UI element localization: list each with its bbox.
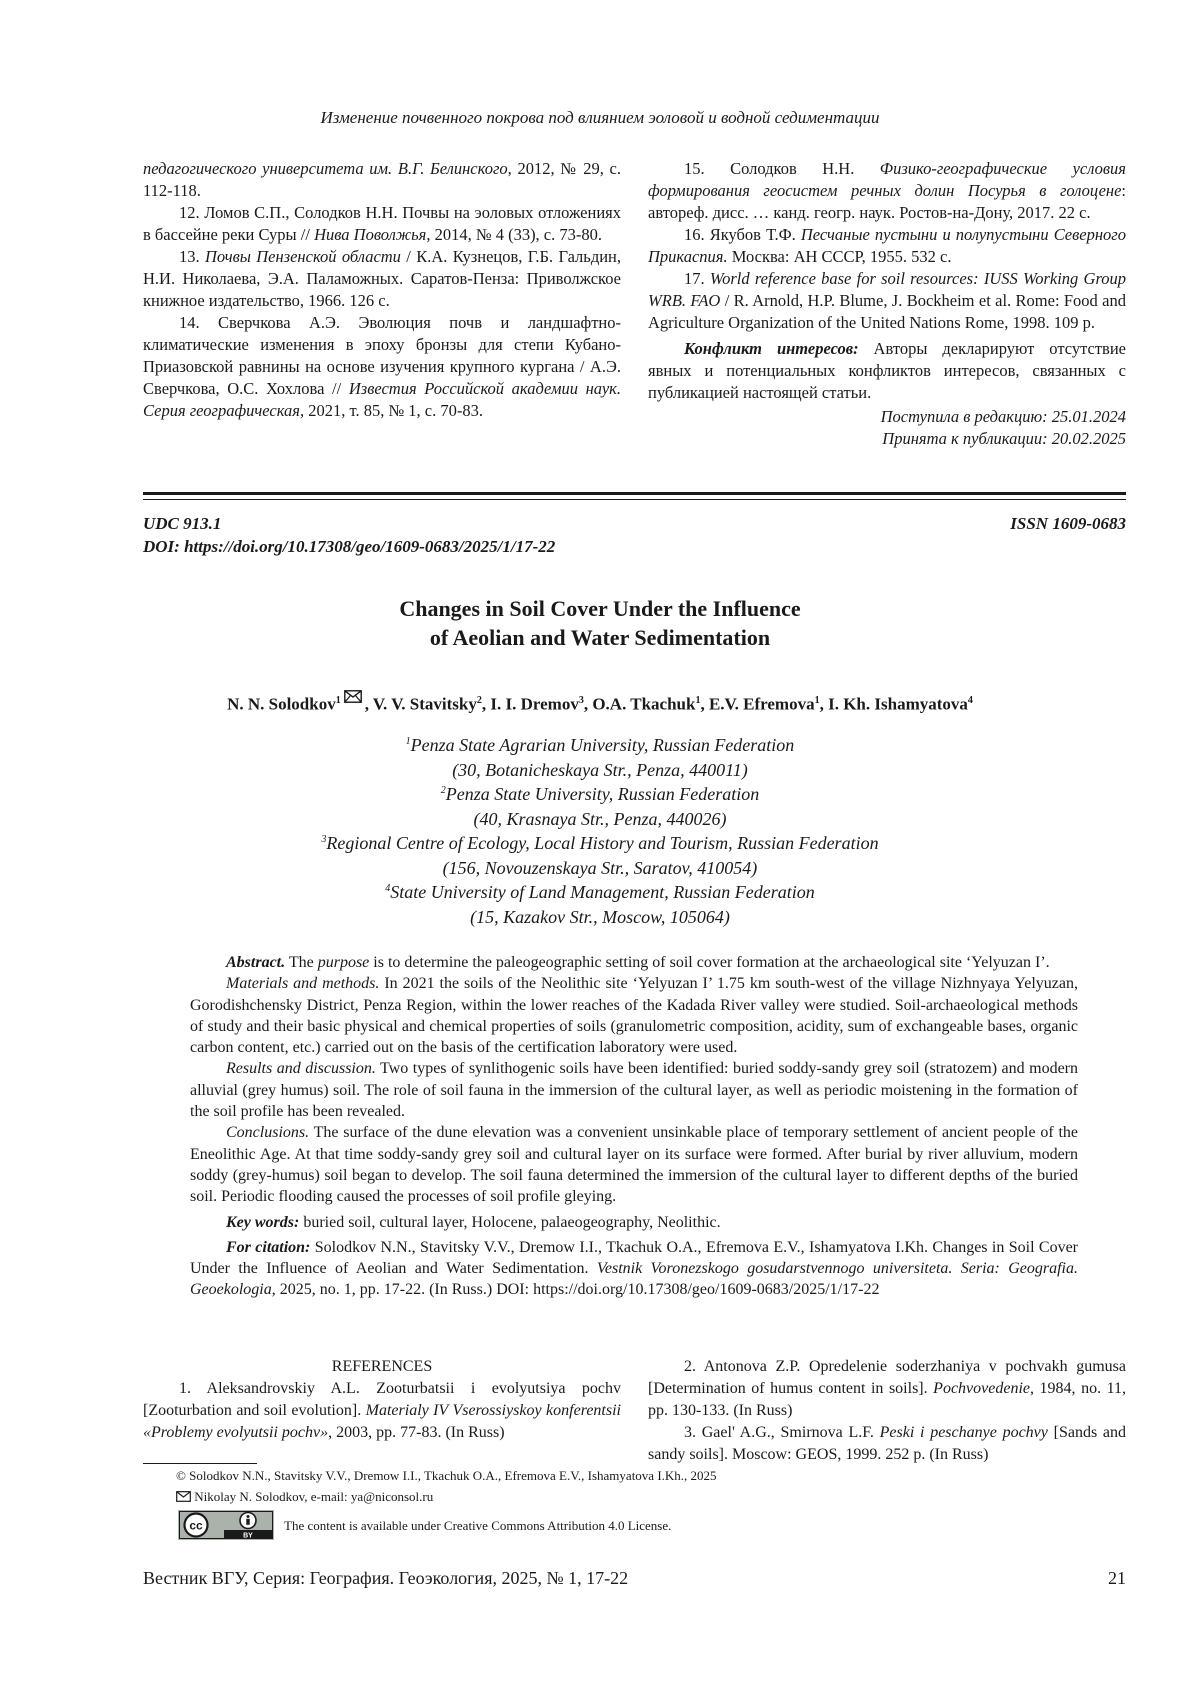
author-name: N. N. Solodkov: [227, 695, 336, 714]
keywords: Key words: buried soil, cultural layer, Holocene, palaeogeography, Neolithic.: [190, 1212, 1078, 1233]
author-name: , I. I. Dremov: [482, 695, 579, 714]
issn: ISSN 1609-0683: [1010, 512, 1126, 535]
abstract-methods: Materials and methods. In 2021 the soils of the Neolithic site ‘Yelyuzan I’ 1.75 km south-west of the village Nizhnyaya Yelyuzan, Gorodishchensky District, Penza Region, within the lower reaches of the Kadada River valley were studied. Soil-archaeological methods of study and their basic physical and chemical properties of soils (granulometric composition, acidity, sum of exchangeable bases, organic carbon content, etc.) carried out on the basis of the certification laboratory were used.: [190, 973, 1078, 1058]
abstract-results: Results and discussion. Two types of synlithogenic soils have been identified: buried soddy-sandy grey soil (stratozem) and modern alluvial (grey humus) soil. The role of soil fauna in the immersion of the cultural layer, as well as periodic moistening in the formation of the soil profile has been revealed.: [190, 1058, 1078, 1122]
journal-footer: Вестник ВГУ, Серия: География. Геоэкология, 2025, № 1, 17-22: [143, 1568, 628, 1589]
udc-doi-block: [143, 512, 555, 558]
affiliation-name: 2Penza State University, Russian Federation: [0, 782, 1200, 807]
page-number: 21: [1108, 1568, 1126, 1589]
reference-3: 3. Gael' A.G., Smirnova L.F. Peski i peschanye pochvy [Sands and sandy soils]. Moscow: GEOS, 1999. 252 p. (In Russ): [648, 1422, 1126, 1466]
affiliation-name: 3Regional Centre of Ecology, Local History and Tourism, Russian Federation: [0, 831, 1200, 856]
author-name: , O.A. Tkachuk: [584, 695, 696, 714]
affiliation-address: (30, Botanicheskaya Str., Penza, 440011): [0, 758, 1200, 783]
author-sup: 2: [477, 695, 482, 706]
affiliations: [0, 733, 1200, 929]
envelope-icon: [176, 1489, 191, 1504]
author-name: , V. V. Stavitsky: [365, 695, 477, 714]
running-head: Изменение почвенного покрова под влиянием эоловой и водной седиментации: [0, 108, 1200, 128]
received-date: Поступила в редакцию: 25.01.2024: [648, 406, 1126, 428]
author-sup: 1: [815, 695, 820, 706]
footnote-rule: [143, 1463, 257, 1464]
author-name: , E.V. Efremova: [700, 695, 814, 714]
author-sup: 1: [336, 695, 341, 706]
ref-15: 15. Солодков Н.Н. Физико-географические условия формирования геосистем речных долин Посурья в голоцене: автореф. дисс. … канд. геогр. наук. Ростов-на-Дону, 2017. 22 с.: [648, 158, 1126, 224]
abstract-purpose: Abstract. The purpose is to determine the paleogeographic setting of soil cover formation at the archaeological site ‘Yelyuzan I’.: [190, 952, 1078, 973]
affiliation-address: (15, Kazakov Str., Moscow, 105064): [0, 905, 1200, 930]
ref-12: 12. Ломов С.П., Солодков Н.Н. Почвы на эоловых отложениях в бассейне реки Суры // Нива Поволжья, 2014, № 4 (33), с. 73-80.: [143, 202, 621, 246]
right-column: [648, 158, 1126, 450]
author-sup: 3: [579, 695, 584, 706]
reference-2: 2. Antonova Z.P. Opredelenie soderzhaniya v pochvakh gumusa [Determination of humus content in soils]. Pochvovedenie, 1984, no. 11, pp. 130-133. (In Russ): [648, 1356, 1126, 1422]
ref-13: 13. Почвы Пензенской области / К.А. Кузнецов, Г.Б. Гальдин, Н.И. Николаева, Э.А. Паламожных. Саратов-Пенза: Приволжское книжное издательство, 1966. 126 с.: [143, 246, 621, 312]
affiliation-name: 4State University of Land Management, Russian Federation: [0, 880, 1200, 905]
doi-link[interactable]: DOI: https://doi.org/10.17308/geo/1609-0683/2025/1/17-22: [143, 535, 555, 558]
references-left: [143, 1356, 621, 1444]
title-line-2: of Aeolian and Water Sedimentation: [0, 623, 1200, 652]
references-heading: REFERENCES: [143, 1356, 621, 1378]
ref-14: 14. Сверчкова А.Э. Эволюция почв и ландшафтно-климатические изменения в эпоху бронзы для степи Кубано-Приазовской равнины на основе изучения крупного кургана / А.Э. Сверчкова, О.С. Хохлова // Известия Российской академии наук. Серия географическая, 2021, т. 85, № 1, с. 70-83.: [143, 312, 621, 422]
abstract: [190, 952, 1078, 1301]
left-column: [143, 158, 621, 422]
section-divider-thick: [143, 492, 1126, 495]
cc-by-license-badge[interactable]: [178, 1510, 274, 1540]
author-sup: 1: [695, 695, 700, 706]
license-text: The content is available under Creative Commons Attribution 4.0 License.: [284, 1518, 671, 1534]
envelope-icon[interactable]: [344, 688, 362, 708]
ref-11-continued: педагогического университета им. В.Г. Белинского, 2012, № 29, с. 112-118.: [143, 158, 621, 202]
ref-16: 16. Якубов Т.Ф. Песчаные пустыни и полупустыни Северного Прикаспия. Москва: АН СССР, 1955. 532 с.: [648, 224, 1126, 268]
author-name: , I. Kh. Ishamyatova: [820, 695, 968, 714]
author-list: [0, 688, 1200, 715]
svg-text:cc: cc: [189, 1519, 203, 1533]
abstract-conclusions: Conclusions. The surface of the dune elevation was a convenient unsinkable place of temporary settlement of ancient people of the Eneolithic Age. At that time soddy-sandy grey soil and cultural layer on its surface were formed. After burial by river alluvium, modern soddy (grey-humus) soil began to develop. The soil fauna determined the immersion of the cultural layer to different depths of the buried soil. Periodic flooding caused the processes of soil profile gleying.: [190, 1122, 1078, 1207]
conflict-of-interest: Конфликт интересов: Авторы декларируют отсутствие явных и потенциальных конфликтов интересов, связанных с публикацией настоящей статьи.: [648, 338, 1126, 404]
copyright-note: © Solodkov N.N., Stavitsky V.V., Dremow I.I., Tkachuk O.A., Efremova E.V., Ishamyatova I.Kh., 2025: [176, 1467, 717, 1485]
article-title: [0, 594, 1200, 652]
cc-by-label: BY: [243, 1532, 253, 1539]
author-sup: 4: [968, 695, 973, 706]
title-line-1: Changes in Soil Cover Under the Influence: [0, 594, 1200, 623]
affiliation-name: 1Penza State Agrarian University, Russian Federation: [0, 733, 1200, 758]
accepted-date: Принята к публикации: 20.02.2025: [648, 428, 1126, 450]
section-divider-thin: [143, 499, 1126, 500]
affiliation-address: (156, Novouzenskaya Str., Saratov, 410054): [0, 856, 1200, 881]
reference-1: 1. Aleksandrovskiy A.L. Zooturbatsii i evolyutsiya pochv [Zooturbation and soil evolution]. Materialy IV Vserossiyskoy konferentsii «Problemy evolyutsii pochv», 2003, pp. 77-83. (In Russ): [143, 1378, 621, 1444]
references-right: [648, 1356, 1126, 1466]
email-note: [176, 1488, 433, 1506]
citation: For citation: Solodkov N.N., Stavitsky V.V., Dremow I.I., Tkachuk O.A., Efremova E.V., Ishamyatova I.Kh. Changes in Soil Cover Under the Influence of Aeolian and Water Sedimentation. Vestnik Voronezskogo gosudarstvennogo universiteta. Seria: Geografia. Geoekologia, 2025, no. 1, pp. 17-22. (In Russ.) DOI: https://doi.org/10.17308/geo/1609-0683/2025/1/17-22: [190, 1237, 1078, 1301]
email-text[interactable]: Nikolay N. Solodkov, e-mail: ya@niconsol.ru: [191, 1489, 433, 1504]
ref-17: 17. World reference base for soil resources: IUSS Working Group WRB. FAO / R. Arnold, H.P. Blume, J. Bockheim et al. Rome: Food and Agriculture Organization of the United Nations Rome, 1998. 109 p.: [648, 268, 1126, 334]
affiliation-address: (40, Krasnaya Str., Penza, 440026): [0, 807, 1200, 832]
udc-code: UDC 913.1: [143, 512, 555, 535]
